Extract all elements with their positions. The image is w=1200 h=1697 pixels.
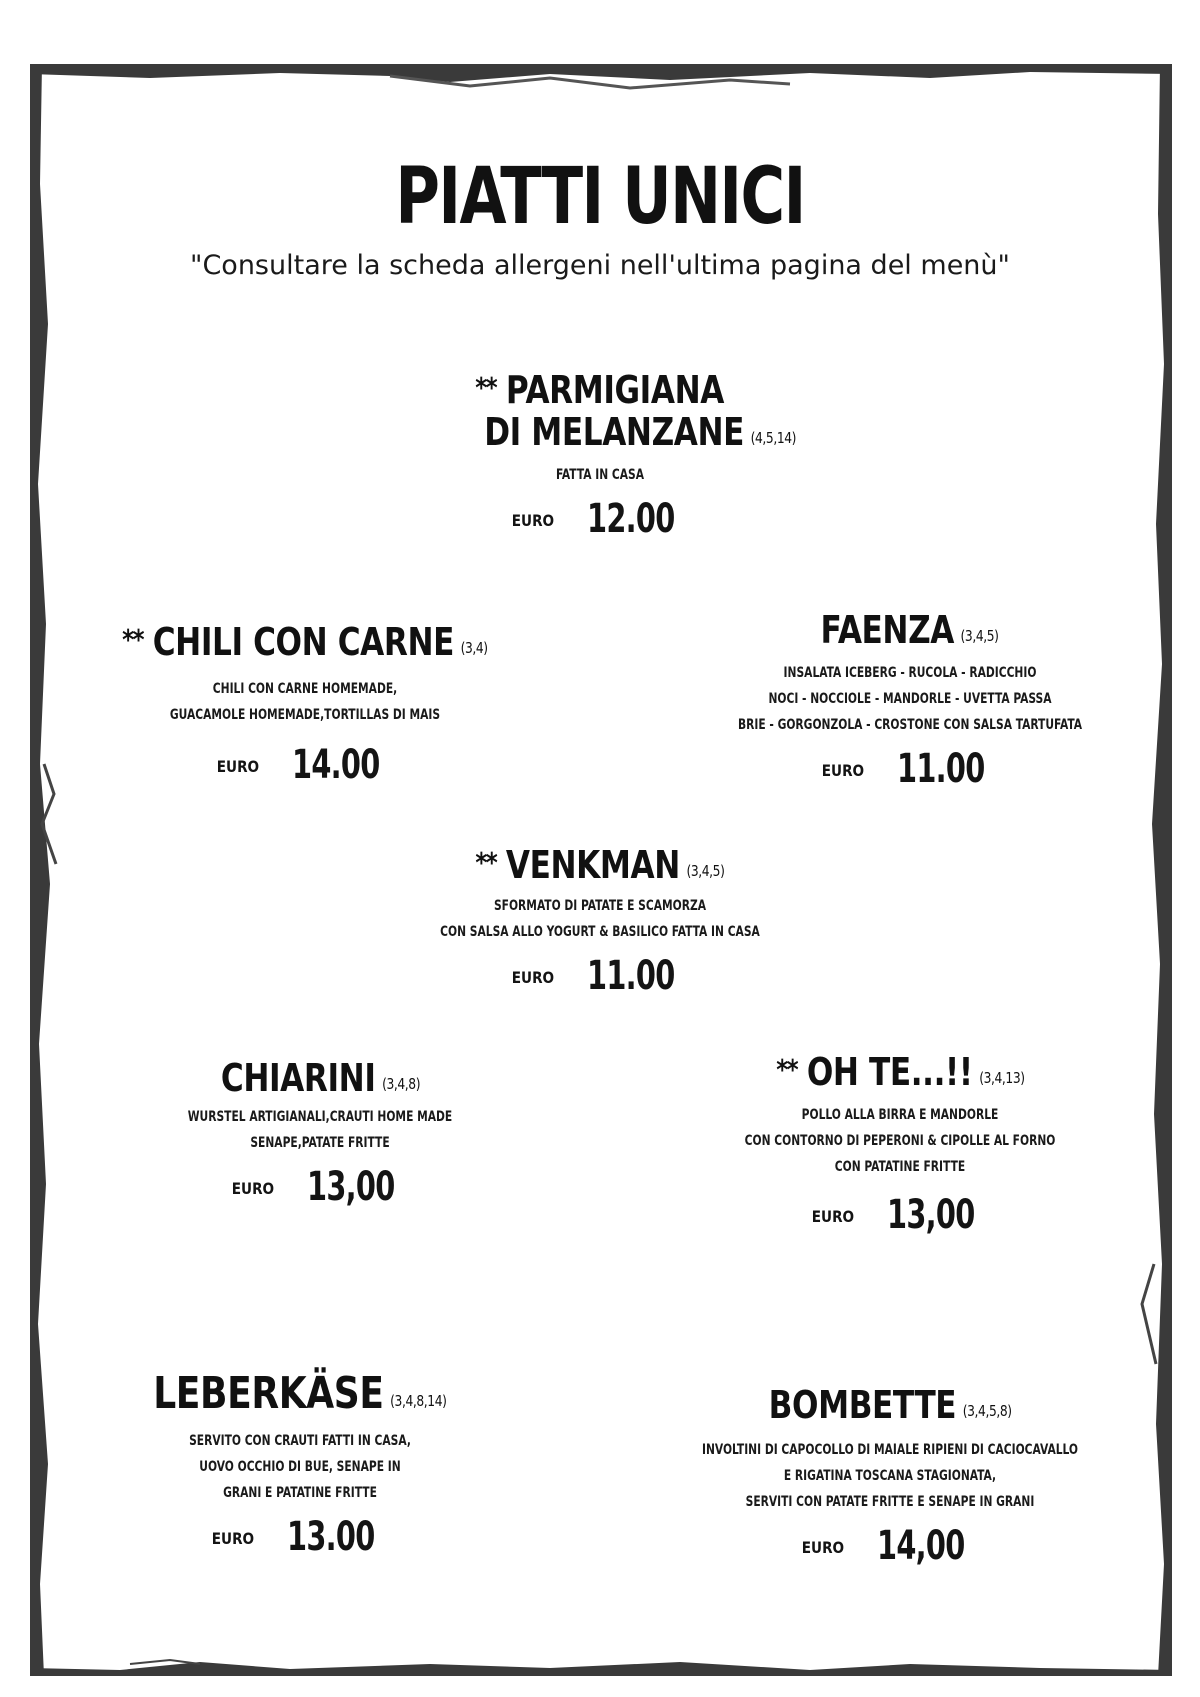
price-value: 11.00 <box>897 745 985 792</box>
dish-description-line: E RIGATINA TOSCANA STAGIONATA, <box>783 1467 997 1484</box>
price-currency: EURO <box>512 967 555 987</box>
allergen-codes: (3,4,5) <box>960 627 1000 645</box>
dish-description-line: SERVITO CON CRAUTI FATTI IN CASA, <box>189 1433 411 1450</box>
dish-description-line: CON PATATINE FRITTE <box>834 1158 966 1175</box>
vegetarian-stars: ** <box>475 846 497 879</box>
price <box>80 742 530 788</box>
dish-description-line: SFORMATO DI PATATE E SCAMORZA <box>493 897 707 914</box>
allergen-codes: (4,5,14) <box>750 428 796 447</box>
dish-name <box>768 1385 1011 1427</box>
allergen-codes: (3,4,8,14) <box>390 1392 447 1410</box>
dish-description-line: NOCI - NOCCIOLE - MANDORLE - UVETTA PASSA <box>768 690 1052 707</box>
dish-name-text: BOMBETTE <box>768 1383 957 1427</box>
vegetarian-stars: ** <box>475 371 497 404</box>
dish-name-text: LEBERKÄSE <box>153 1368 384 1419</box>
dish-description-line: CON SALSA ALLO YOGURT & BASILICO FATTA IN CASA <box>440 923 760 940</box>
dish-name <box>475 845 724 887</box>
price-currency: EURO <box>802 1537 845 1557</box>
dish-description-line: INSALATA ICEBERG - RUCOLA - RADICCHIO <box>783 664 1037 681</box>
dish-name-text: VENKMAN <box>506 843 680 887</box>
allergen-codes: (3,4,13) <box>978 1069 1025 1087</box>
dish-name <box>220 1058 419 1100</box>
allergen-codes: (3,4,5) <box>686 862 725 880</box>
dish-name <box>776 1052 1024 1094</box>
dish-name-text: OH TE...!! <box>806 1050 973 1094</box>
dish-description-line: CHILI CON CARNE HOMEMADE, <box>212 680 398 697</box>
vegetarian-stars: ** <box>122 623 143 656</box>
price-value: 13.00 <box>287 1514 375 1561</box>
vegetarian-stars: ** <box>775 1053 797 1086</box>
price-currency: EURO <box>232 1178 275 1198</box>
dish-description-line: GRANI E PATATINE FRITTE <box>223 1485 377 1502</box>
dish-description-line: SERVITI CON PATATE FRITTE E SENAPE IN GRANI <box>745 1493 1035 1510</box>
dish-oh-te <box>670 1052 1130 1238</box>
price-currency: EURO <box>812 1206 855 1226</box>
dish-name <box>153 1370 446 1418</box>
dish-chili-con-carne <box>80 622 530 788</box>
price-currency: EURO <box>512 510 555 530</box>
allergen-codes: (3,4,5,8) <box>962 1402 1012 1420</box>
dish-name <box>122 622 488 664</box>
dish-faenza <box>680 610 1140 792</box>
dish-description-line: SENAPE,PATATE FRITTE <box>250 1134 390 1151</box>
price-value: 13,00 <box>887 1191 975 1238</box>
dish-description-line: POLLO ALLA BIRRA E MANDORLE <box>801 1106 999 1123</box>
price-value: 11.00 <box>587 952 675 999</box>
dish-description-line: BRIE - GORGONZOLA - CROSTONE CON SALSA TARTUFATA <box>738 716 1082 733</box>
dish-venkman <box>360 845 840 999</box>
price-value: 13,00 <box>307 1163 395 1210</box>
dish-name-text: CHIARINI <box>220 1056 376 1100</box>
dish-name <box>476 370 725 412</box>
dish-leberkase <box>80 1370 520 1560</box>
dish-name-line1: PARMIGIANA <box>506 368 725 412</box>
dish-description-line: INVOLTINI DI CAPOCOLLO DI MAIALE RIPIENI DI CACIOCAVALLO <box>701 1441 1079 1458</box>
price-currency: EURO <box>217 756 260 776</box>
dish-name <box>821 610 999 652</box>
price-value: 12.00 <box>587 495 675 542</box>
allergen-codes: (3,4) <box>460 639 488 657</box>
price-value: 14.00 <box>292 741 380 788</box>
allergen-notice: "Consultare la scheda allergeni nell'ultima pagina del menù" <box>190 250 1010 281</box>
dish-name-line2: DI MELANZANE <box>484 409 744 454</box>
price-value: 14,00 <box>877 1522 965 1569</box>
allergen-codes: (3,4,8) <box>381 1075 420 1093</box>
price <box>100 1164 540 1210</box>
price <box>330 496 870 542</box>
dish-parmigiana <box>330 370 870 542</box>
menu-title: PIATTI UNICI <box>395 152 805 242</box>
price <box>360 953 840 999</box>
dish-description-line: CON CONTORNO DI PEPERONI & CIPOLLE AL FORNO <box>744 1132 1056 1149</box>
dish-description: FATTA IN CASA <box>555 466 644 483</box>
dish-name-line2-wrap <box>484 409 796 454</box>
dish-description-line: WURSTEL ARTIGIANALI,CRAUTI HOME MADE <box>187 1108 453 1125</box>
dish-bombette <box>640 1385 1140 1569</box>
price-currency: EURO <box>822 760 865 780</box>
dish-name-text: FAENZA <box>820 608 955 652</box>
price <box>640 1523 1140 1569</box>
price <box>670 1192 1130 1238</box>
dish-chiarini <box>100 1058 540 1210</box>
dish-description-line: GUACAMOLE HOMEMADE,TORTILLAS DI MAIS <box>169 706 441 723</box>
dish-description-line: UOVO OCCHIO DI BUE, SENAPE IN <box>199 1459 401 1476</box>
dish-name-text: CHILI CON CARNE <box>152 620 455 664</box>
price <box>680 746 1140 792</box>
price <box>80 1514 520 1560</box>
price-currency: EURO <box>212 1529 255 1549</box>
